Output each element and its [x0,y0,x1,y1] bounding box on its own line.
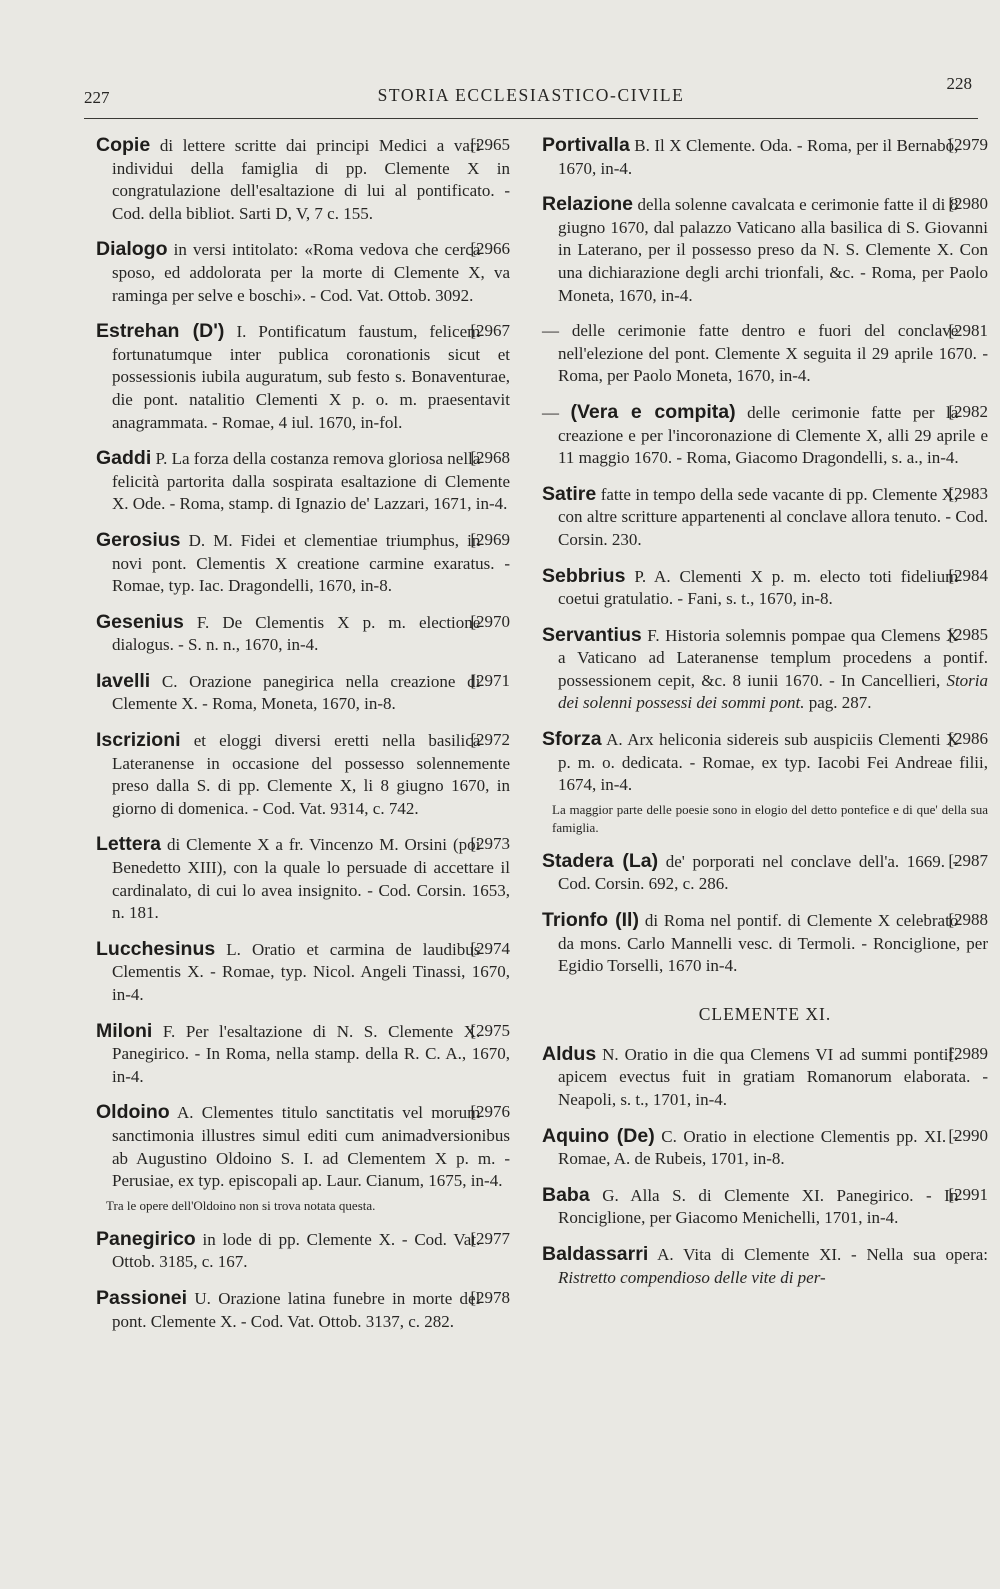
right-column [542,134,988,1302]
bibliography-entry [542,1243,988,1289]
entry-number: [2979 [948,135,988,154]
bibliography-entry [96,729,510,820]
entry-number: [2970 [470,611,510,631]
bibliography-entry [542,909,988,978]
entry-heading: Servantius [542,623,642,646]
entry-heading: Aldus [542,1042,597,1065]
entry-number: [2973 [470,834,510,854]
entry-heading: Aquino (De) [542,1124,655,1147]
bibliography-entry [96,1287,510,1333]
entry-text: delle cerimonie fatte dentro e fuori del conclave nell'elezione del pont. Clemente X seguita il 29 aprile 1670. - Roma, per Paolo Moneta, 1670, in-4. [558,321,988,386]
entry-text: in lode di pp. Clemente X. - Cod. Vat. Ottob. 3185, c. 167. [112,1229,481,1272]
entry-number: [2990 [948,1125,988,1145]
entry-number: [2989 [948,1043,988,1063]
entry-text: F. Historia solemnis pompae qua Clemens X a Vaticano ad Lateranense templum procedens a pontif. possessionem cepit, &c. 8 iunii 1670. - In Cancellieri, [558,625,988,690]
entry-heading: Trionfo (Il) [542,909,639,932]
entry-number: [2981 [948,321,988,341]
bibliography-entry [96,833,510,924]
entry-number: [2968 [470,448,510,468]
entry-text: di Clemente X a fr. Vincenzo M. Orsini (poi Benedetto XIII), con la quale lo persuade di accettare il cardinalato, di cui lo avea insignito. - Cod. Corsin. 1653, n. 181. [112,835,510,923]
entry-heading: Gerosius [96,528,181,551]
bibliography-entry [96,1228,510,1274]
entry-text: C. Orazione panegirica nella creazione di Clemente X. - Roma, Moneta, 1670, in-8. [112,671,481,714]
entry-text: U. Orazione latina funebre in morte del pont. Clemente X. - Cod. Vat. Ottob. 3137, c. 282. [112,1288,481,1331]
entry-heading: Lettera [96,833,162,856]
entry-number: [2967 [470,321,510,341]
bibliography-entry [96,320,510,434]
entry-number: [2986 [948,729,988,749]
entry-dash: — [542,321,559,341]
entry-number: [2987 [948,850,988,870]
bibliography-entry [96,447,510,516]
entry-heading: Oldoino [96,1101,170,1124]
entry-text: N. Oratio in die qua Clemens VI ad summi pontif. apicem evectus fuit in gratiam Romanorum elaborata. - Neapoli, s. t., 1701, in-4. [558,1044,988,1109]
entry-number: [2991 [948,1184,988,1204]
bibliography-entry [542,483,988,552]
entry-text: P. A. Clementi X p. m. electo toti fidelium coetui gratulatio. - Fani, s. t., 1670, in-8. [558,566,959,609]
entry-number: [2976 [470,1102,510,1122]
entry-text: in versi intitolato: «Roma vedova che cerca sposo, ed addolorata per la morte di Clemente X, va raminga per selve e boschi». - Cod. Vat. Ottob. 3092. [112,240,510,305]
section-title: CLEMENTE XI. [698,1003,832,1024]
entry-heading: Lucchesinus [96,937,216,960]
entry-heading: Gesenius [96,610,184,633]
entry-heading: Stadera (La) [542,849,659,872]
entry-text: D. M. Fidei et clementiae triumphus, in novi pont. Clementis X creatione carmine exaratus. - Romae, typ. Iac. Dragondelli, 1670, in-8. [112,530,510,596]
entry-heading: Baldassarri [542,1242,649,1265]
entry-heading: Relazione [542,193,634,216]
entry-heading: Gaddi [96,447,152,470]
entry-heading: Baba [542,1183,590,1206]
entry-note: Tra le opere dell'Oldoino non si trova notata questa. [106,1197,376,1213]
entry-text: delle cerimonie fatte per la creazione e per l'incoronazione di Clemente X, alli 29 aprile e 11 maggio 1670. - Roma, Giacomo Dragondelli, s. a., in-4. [558,402,988,468]
entry-number: [2971 [470,670,510,690]
entry-heading: Sebbrius [542,564,626,587]
entry-text: fatte in tempo della sede vacante di pp. Clemente X, con altre scritture appartenenti al conclave allora tenuto. - Cod. Corsin. 230. [558,484,988,549]
entry-italic-title: Storia dei solenni possessi dei sommi pont. [558,670,989,713]
left-column [96,134,510,1346]
entry-number: [2984 [948,565,988,585]
bibliography-entry [96,611,510,657]
entry-heading: Dialogo [96,238,168,261]
bibliography-entry [542,1125,988,1171]
entry-italic-title: Ristretto compendioso delle vite di per- [558,1267,826,1287]
running-head [84,74,978,119]
bibliography-entry [542,320,988,388]
entry-text: I. Pontificatum faustum, felicem fortunatumque inter publica coronationis sicut et possessionis iubila auguratum, sub festo s. Bonaventurae, die pont. natalitio Clementi X p. o. m. praesentavit anagrammata. - Romae, 4 iul. 1670, in-fol. [112,322,510,432]
entry-text: B. Il X Clemente. Oda. - Roma, per il Bernabò, 1670, in-4. [558,136,959,178]
bibliography-entry [96,134,510,225]
entry-number: [2980 [948,194,988,214]
bibliography-entry [96,670,510,716]
entry-heading: Estrehan (D') [96,320,225,343]
entry-text: F. De Clementis X p. m. electione dialogus. - S. n. n., 1670, in-4. [112,612,481,655]
entry-text: P. La forza della costanza remova gloriosa nella felicità partorita dalla sospirata esaltazione di Clemente X. Ode. - Roma, stamp. di Ignazio de' Lazzari, 1671, in-4. [112,449,510,514]
bibliography-entry [96,238,510,307]
entry-text: F. Per l'esaltazione di N. S. Clemente X. Panegirico. - In Roma, nella stamp. della R. C. A., 1670, in-4. [112,1021,510,1086]
entry-number: [2983 [948,483,988,503]
page-number-right: 228 [946,74,972,93]
entry-number: [2985 [948,624,988,644]
entry-number: [2969 [470,529,510,549]
entry-text-after: pag. 287. [808,693,872,713]
entry-number: [2966 [470,239,510,259]
entry-heading: (Vera e compita) [570,400,736,423]
entry-heading: Satire [542,482,597,505]
entry-text: et eloggi diversi eretti nella basilica Lateranense in occasione del possesso solennemente preso dalla S. di pp. Clemente X, li 8 giugno 1670, in giorno di domenica. - Cod. Vat. 9314, c. 742. [112,731,510,818]
entry-heading: Panegirico [96,1227,196,1250]
bibliography-entry [542,624,988,715]
right-column-entries-2 [542,1043,988,1289]
entry-text: A. Clementes titulo sanctitatis vel morum sanctimonia illustres simul editi cum animadversionibus ab Augustino Oldoino S. I. ad Clementem X p. m. - Perusiae, ex typ. episcopali ap. Laur. Cianum, 1675, in-4. [112,1103,510,1191]
bibliography-entry [96,529,510,598]
right-column-entries [542,134,988,978]
entry-text: de' porporati nel conclave dell'a. 1669. - Cod. Corsin. 692, c. 286. [558,851,959,894]
entry-text: A. Vita di Clemente XI. - Nella sua opera: [657,1244,989,1264]
entry-text: di Roma nel pontif. di Clemente X celebrato da mons. Carlo Mannelli vesc. di Termoli. - Ronciglione, per Egidio Torselli, 1670 in-4. [558,911,988,976]
entry-heading: Portivalla [542,134,630,156]
bibliography-entry [542,1043,988,1112]
running-title: STORIA ECCLESIASTICO-CIVILE [377,85,685,105]
entry-heading: Iscrizioni [96,729,181,752]
bibliography-entry [96,938,510,1007]
entry-number: [2988 [948,910,988,930]
entry-number: [2974 [470,938,510,958]
page-number-left: 227 [84,88,110,107]
entry-text: della solenne cavalcata e cerimonie fatte il di 8 giugno 1670, dal palazzo Vaticano alla basilica di S. Giovanni in Laterano, per il possesso preso da N. S. Clemente X. Con una dichiarazione degli archi trionfali, &c. - Roma, per Paolo Moneta, 1670, in-4. [558,195,988,305]
entry-dash: — [542,402,559,422]
entry-text: C. Oratio in electione Clementis pp. XI. - Romae, A. de Rubeis, 1701, in-8. [558,1126,959,1169]
entry-number: [2977 [470,1228,510,1248]
bibliography-entry [542,728,988,797]
entry-heading: Iavelli [96,669,151,692]
entry-number: [2975 [470,1020,510,1040]
bibliography-entry [542,401,988,470]
entry-text: G. Alla S. di Clemente XI. Panegirico. - In Ronciglione, per Giacomo Menichelli, 1701, in-4. [558,1185,959,1228]
entry-number: [2978 [470,1287,510,1307]
entry-number: [2972 [470,730,510,750]
bibliography-entry [96,1020,510,1089]
entry-heading: Passionei [96,1286,188,1309]
entry-heading: Sforza [542,728,602,751]
entry-text: L. Oratio et carmina de laudibus Clementis X. - Romae, typ. Nicol. Angeli Tinassi, 1670, in-4. [112,939,510,1004]
entry-note: La maggior parte delle poesie sono in elogio del detto pontefice e di que' della sua famiglia. [552,801,988,835]
entry-number: [2982 [948,401,988,421]
entry-heading: Miloni [96,1019,153,1042]
entry-heading: Copie [96,134,151,156]
entry-text: A. Arx heliconia sidereis sub auspiciis Clementi X p. m. o. dedicata. - Romae, ex typ. Iacobi Fei Andreae filii, 1674, in-4. [558,730,988,795]
entry-number: [2965 [470,135,510,154]
bibliography-entry [542,1184,988,1230]
bibliography-entry [542,850,988,896]
bibliography-entry [542,565,988,611]
entry-text: di lettere scritte dai principi Medici a vari individui della famiglia di pp. Clemente X in congratulazione dell'esaltazione di lui al pontificato. - Cod. della bibliot. Sarti D, V, 7 c. 155. [112,136,510,223]
bibliography-entry [542,193,988,307]
bibliography-entry [542,134,988,180]
bibliography-entry [96,1101,510,1192]
